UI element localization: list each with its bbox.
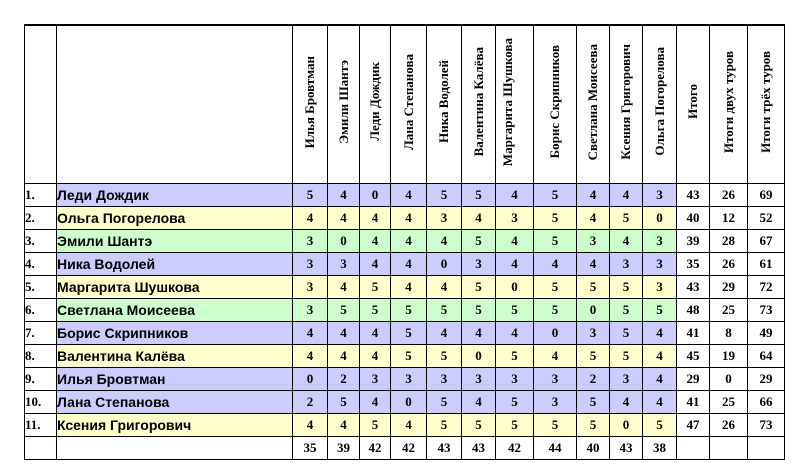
column-totals-row <box>25 436 785 459</box>
rank-cell: 1. <box>25 183 57 206</box>
judge-header-4 <box>391 25 427 183</box>
table-row <box>25 321 785 344</box>
rank-cell: 11. <box>25 413 57 436</box>
score-cell: 5 <box>462 413 496 436</box>
score-cell: 0 <box>427 252 462 275</box>
three-rounds-total-cell: 67 <box>748 229 785 252</box>
score-cell: 4 <box>391 413 427 436</box>
score-cell: 0 <box>643 206 677 229</box>
three-rounds-total-cell: 69 <box>748 183 785 206</box>
two-rounds-total-cell: 29 <box>710 275 748 298</box>
score-cell: 4 <box>577 206 610 229</box>
score-cell: 4 <box>496 229 534 252</box>
score-cell: 3 <box>496 206 534 229</box>
column-total-cell: 42 <box>360 436 391 459</box>
score-cell: 5 <box>391 298 427 321</box>
contestant-name-cell: Эмили Шантэ <box>57 229 293 252</box>
two-rounds-total-cell: 26 <box>710 252 748 275</box>
score-cell: 5 <box>534 298 577 321</box>
score-cell: 4 <box>534 252 577 275</box>
rank-header-cell <box>25 25 57 183</box>
header-row <box>25 25 785 183</box>
score-cell: 5 <box>610 206 643 229</box>
judge-header-10-label: Ксения Григорович <box>618 43 633 160</box>
score-cell: 4 <box>462 321 496 344</box>
score-cell: 5 <box>496 298 534 321</box>
score-cell: 4 <box>360 206 391 229</box>
score-cell: 5 <box>496 413 534 436</box>
table-row <box>25 298 785 321</box>
table-row <box>25 367 785 390</box>
score-cell: 5 <box>610 321 643 344</box>
score-cell: 4 <box>328 206 360 229</box>
summary-header-1 <box>677 25 710 183</box>
rank-cell: 4. <box>25 252 57 275</box>
three-rounds-total-cell: 66 <box>748 390 785 413</box>
score-cell: 4 <box>534 344 577 367</box>
score-cell: 5 <box>360 413 391 436</box>
score-cell: 4 <box>391 275 427 298</box>
score-cell: 4 <box>643 367 677 390</box>
score-cell: 5 <box>643 413 677 436</box>
contestant-name-cell: Леди Дождик <box>57 183 293 206</box>
score-cell: 3 <box>427 206 462 229</box>
judge-header-11 <box>643 25 677 183</box>
score-cell: 3 <box>643 229 677 252</box>
contestant-name-cell: Ника Водолей <box>57 252 293 275</box>
score-cell: 3 <box>391 367 427 390</box>
score-cell: 5 <box>577 413 610 436</box>
judge-header-10 <box>610 25 643 183</box>
score-cell: 4 <box>360 252 391 275</box>
judge-header-1-label: Илья Бровтман <box>302 55 317 148</box>
score-cell: 4 <box>427 229 462 252</box>
column-total-cell: 42 <box>391 436 427 459</box>
three-rounds-total-cell: 72 <box>748 275 785 298</box>
score-cell: 5 <box>534 183 577 206</box>
score-cell: 3 <box>462 367 496 390</box>
judge-header-7-label: Маргарита Шушкова <box>499 37 515 166</box>
three-rounds-total-cell: 73 <box>748 298 785 321</box>
score-cell: 0 <box>391 390 427 413</box>
contestant-name-cell: Валентина Калёва <box>57 344 293 367</box>
score-cell: 5 <box>462 229 496 252</box>
rank-cell: 5. <box>25 275 57 298</box>
contestant-name-cell: Лана Степанова <box>57 390 293 413</box>
score-cell: 4 <box>360 229 391 252</box>
contestant-name-cell: Маргарита Шушкова <box>57 275 293 298</box>
score-cell: 4 <box>328 344 360 367</box>
score-cell: 4 <box>391 252 427 275</box>
three-rounds-total-cell: 52 <box>748 206 785 229</box>
judge-header-8 <box>534 25 577 183</box>
score-cell: 2 <box>328 367 360 390</box>
score-cell: 5 <box>293 183 328 206</box>
score-cell: 5 <box>534 275 577 298</box>
judge-header-6 <box>462 25 496 183</box>
score-cell: 0 <box>293 367 328 390</box>
totals-name-cell <box>57 436 293 459</box>
score-cell: 4 <box>293 344 328 367</box>
score-cell: 4 <box>360 321 391 344</box>
score-cell: 5 <box>534 206 577 229</box>
summary-header-2 <box>710 25 748 183</box>
contestant-name-cell: Ольга Погорелова <box>57 206 293 229</box>
score-cell: 5 <box>534 229 577 252</box>
score-cell: 4 <box>293 413 328 436</box>
name-header-cell <box>57 25 293 183</box>
score-cell: 0 <box>496 275 534 298</box>
summary-header-3 <box>748 25 785 183</box>
column-total-cell: 42 <box>496 436 534 459</box>
table-row <box>25 206 785 229</box>
score-cell: 4 <box>360 344 391 367</box>
totals-rank-cell <box>25 436 57 459</box>
score-cell: 5 <box>577 390 610 413</box>
score-cell: 5 <box>427 298 462 321</box>
column-total-cell: 43 <box>427 436 462 459</box>
score-cell: 3 <box>293 298 328 321</box>
two-rounds-total-cell: 28 <box>710 229 748 252</box>
score-cell: 3 <box>610 252 643 275</box>
rank-cell: 9. <box>25 367 57 390</box>
rank-cell: 6. <box>25 298 57 321</box>
score-cell: 4 <box>427 321 462 344</box>
total-cell: 41 <box>677 321 710 344</box>
score-cell: 4 <box>328 413 360 436</box>
score-cell: 4 <box>643 390 677 413</box>
score-cell: 5 <box>462 275 496 298</box>
rank-cell: 7. <box>25 321 57 344</box>
score-cell: 0 <box>534 321 577 344</box>
score-cell: 5 <box>577 275 610 298</box>
score-cell: 4 <box>577 183 610 206</box>
column-total-cell: 43 <box>610 436 643 459</box>
score-cell: 3 <box>328 252 360 275</box>
judge-header-1 <box>293 25 328 183</box>
score-cell: 4 <box>328 275 360 298</box>
score-cell: 5 <box>462 183 496 206</box>
judge-header-6-label: Валентина Калёва <box>470 47 486 157</box>
score-cell: 4 <box>610 183 643 206</box>
table-row <box>25 344 785 367</box>
score-cell: 3 <box>293 275 328 298</box>
total-cell: 40 <box>677 206 710 229</box>
table-row <box>25 390 785 413</box>
summary-header-1-label: Итого <box>685 84 700 120</box>
table-row <box>25 183 785 206</box>
column-total-cell: 38 <box>643 436 677 459</box>
judge-header-5 <box>427 25 462 183</box>
score-cell: 3 <box>534 367 577 390</box>
summary-header-3-label: Итоги трёх туров <box>758 50 773 153</box>
score-cell: 3 <box>496 367 534 390</box>
total-cell: 35 <box>677 252 710 275</box>
score-cell: 4 <box>462 390 496 413</box>
score-cell: 5 <box>534 413 577 436</box>
score-cell: 5 <box>577 344 610 367</box>
score-cell: 4 <box>391 183 427 206</box>
judge-header-9 <box>577 25 610 183</box>
rank-cell: 3. <box>25 229 57 252</box>
table-row <box>25 229 785 252</box>
score-cell: 4 <box>610 229 643 252</box>
score-cell: 3 <box>293 229 328 252</box>
three-rounds-total-cell: 64 <box>748 344 785 367</box>
judge-header-2 <box>328 25 360 183</box>
judge-header-7 <box>496 25 534 183</box>
score-cell: 4 <box>293 321 328 344</box>
score-cell: 0 <box>462 344 496 367</box>
score-cell: 3 <box>577 229 610 252</box>
rank-cell: 8. <box>25 344 57 367</box>
judge-header-9-label: Светлана Моисеева <box>585 43 600 160</box>
score-cell: 5 <box>496 344 534 367</box>
contestant-name-cell: Светлана Моисеева <box>57 298 293 321</box>
rank-cell: 10. <box>25 390 57 413</box>
score-cell: 4 <box>293 206 328 229</box>
score-cell: 5 <box>427 390 462 413</box>
total-cell: 47 <box>677 413 710 436</box>
score-cell: 5 <box>360 298 391 321</box>
table-row <box>25 252 785 275</box>
score-cell: 5 <box>610 344 643 367</box>
judge-header-5-label: Ника Водолей <box>436 60 451 144</box>
score-cell: 5 <box>391 344 427 367</box>
table-body <box>25 183 785 459</box>
score-cell: 4 <box>391 229 427 252</box>
two-rounds-total-cell: 19 <box>710 344 748 367</box>
score-cell: 4 <box>643 321 677 344</box>
score-cell: 4 <box>577 252 610 275</box>
score-cell: 2 <box>293 390 328 413</box>
score-cell: 5 <box>427 413 462 436</box>
score-cell: 4 <box>496 321 534 344</box>
score-cell: 4 <box>496 183 534 206</box>
score-table <box>24 24 785 460</box>
total-cell: 39 <box>677 229 710 252</box>
score-cell: 5 <box>391 321 427 344</box>
score-cell: 4 <box>462 206 496 229</box>
judge-header-4-label: Лана Степанова <box>400 53 416 150</box>
score-cell: 5 <box>328 390 360 413</box>
score-cell: 5 <box>643 298 677 321</box>
score-cell: 3 <box>643 183 677 206</box>
score-cell: 0 <box>610 413 643 436</box>
total-cell: 41 <box>677 390 710 413</box>
score-cell: 0 <box>328 229 360 252</box>
three-rounds-total-cell: 61 <box>748 252 785 275</box>
table-row <box>25 413 785 436</box>
score-cell: 5 <box>328 298 360 321</box>
three-rounds-total-cell: 29 <box>748 367 785 390</box>
contestant-name-cell: Ксения Григорович <box>57 413 293 436</box>
judge-header-11-label: Ольга Погорелова <box>651 47 667 157</box>
column-total-cell: 43 <box>462 436 496 459</box>
three-rounds-total-cell: 49 <box>748 321 785 344</box>
score-cell: 4 <box>328 183 360 206</box>
total-cell: 43 <box>677 183 710 206</box>
score-cell: 5 <box>360 275 391 298</box>
score-cell: 4 <box>643 344 677 367</box>
total-cell: 29 <box>677 367 710 390</box>
score-cell: 3 <box>360 367 391 390</box>
judge-header-8-label: Борис Скрипников <box>547 45 562 159</box>
column-total-cell: 44 <box>534 436 577 459</box>
two-rounds-total-cell: 26 <box>710 413 748 436</box>
score-cell: 4 <box>360 390 391 413</box>
two-rounds-total-cell: 0 <box>710 367 748 390</box>
judge-header-2-label: Эмили Шантэ <box>335 59 351 144</box>
score-cell: 3 <box>427 367 462 390</box>
score-cell: 4 <box>427 275 462 298</box>
score-cell: 4 <box>496 252 534 275</box>
score-cell: 5 <box>427 183 462 206</box>
score-cell: 5 <box>610 275 643 298</box>
judge-header-3 <box>360 25 391 183</box>
summary-header-2-label: Итоги двух туров <box>720 50 736 153</box>
score-cell: 4 <box>610 390 643 413</box>
total-cell: 45 <box>677 344 710 367</box>
contestant-name-cell: Борис Скрипников <box>57 321 293 344</box>
rank-cell: 2. <box>25 206 57 229</box>
score-cell: 4 <box>328 321 360 344</box>
total-cell: 43 <box>677 275 710 298</box>
score-cell: 3 <box>462 252 496 275</box>
two-rounds-total-cell: 25 <box>710 298 748 321</box>
totals-blank-cell <box>710 436 748 459</box>
totals-blank-cell <box>677 436 710 459</box>
two-rounds-total-cell: 12 <box>710 206 748 229</box>
column-total-cell: 39 <box>328 436 360 459</box>
totals-blank-cell <box>748 436 785 459</box>
score-cell: 3 <box>577 321 610 344</box>
score-cell: 0 <box>360 183 391 206</box>
column-total-cell: 40 <box>577 436 610 459</box>
score-cell: 3 <box>610 367 643 390</box>
score-cell: 3 <box>293 252 328 275</box>
score-cell: 5 <box>496 390 534 413</box>
score-cell: 3 <box>643 275 677 298</box>
score-cell: 3 <box>643 252 677 275</box>
score-cell: 5 <box>462 298 496 321</box>
column-total-cell: 35 <box>293 436 328 459</box>
score-cell: 5 <box>427 344 462 367</box>
table-row <box>25 275 785 298</box>
judge-header-3-label: Леди Дождик <box>367 62 382 142</box>
two-rounds-total-cell: 26 <box>710 183 748 206</box>
score-cell: 2 <box>577 367 610 390</box>
score-cell: 3 <box>534 390 577 413</box>
two-rounds-total-cell: 25 <box>710 390 748 413</box>
total-cell: 48 <box>677 298 710 321</box>
contestant-name-cell: Илья Бровтман <box>57 367 293 390</box>
score-cell: 0 <box>577 298 610 321</box>
score-cell: 4 <box>391 206 427 229</box>
two-rounds-total-cell: 8 <box>710 321 748 344</box>
three-rounds-total-cell: 73 <box>748 413 785 436</box>
score-cell: 5 <box>610 298 643 321</box>
